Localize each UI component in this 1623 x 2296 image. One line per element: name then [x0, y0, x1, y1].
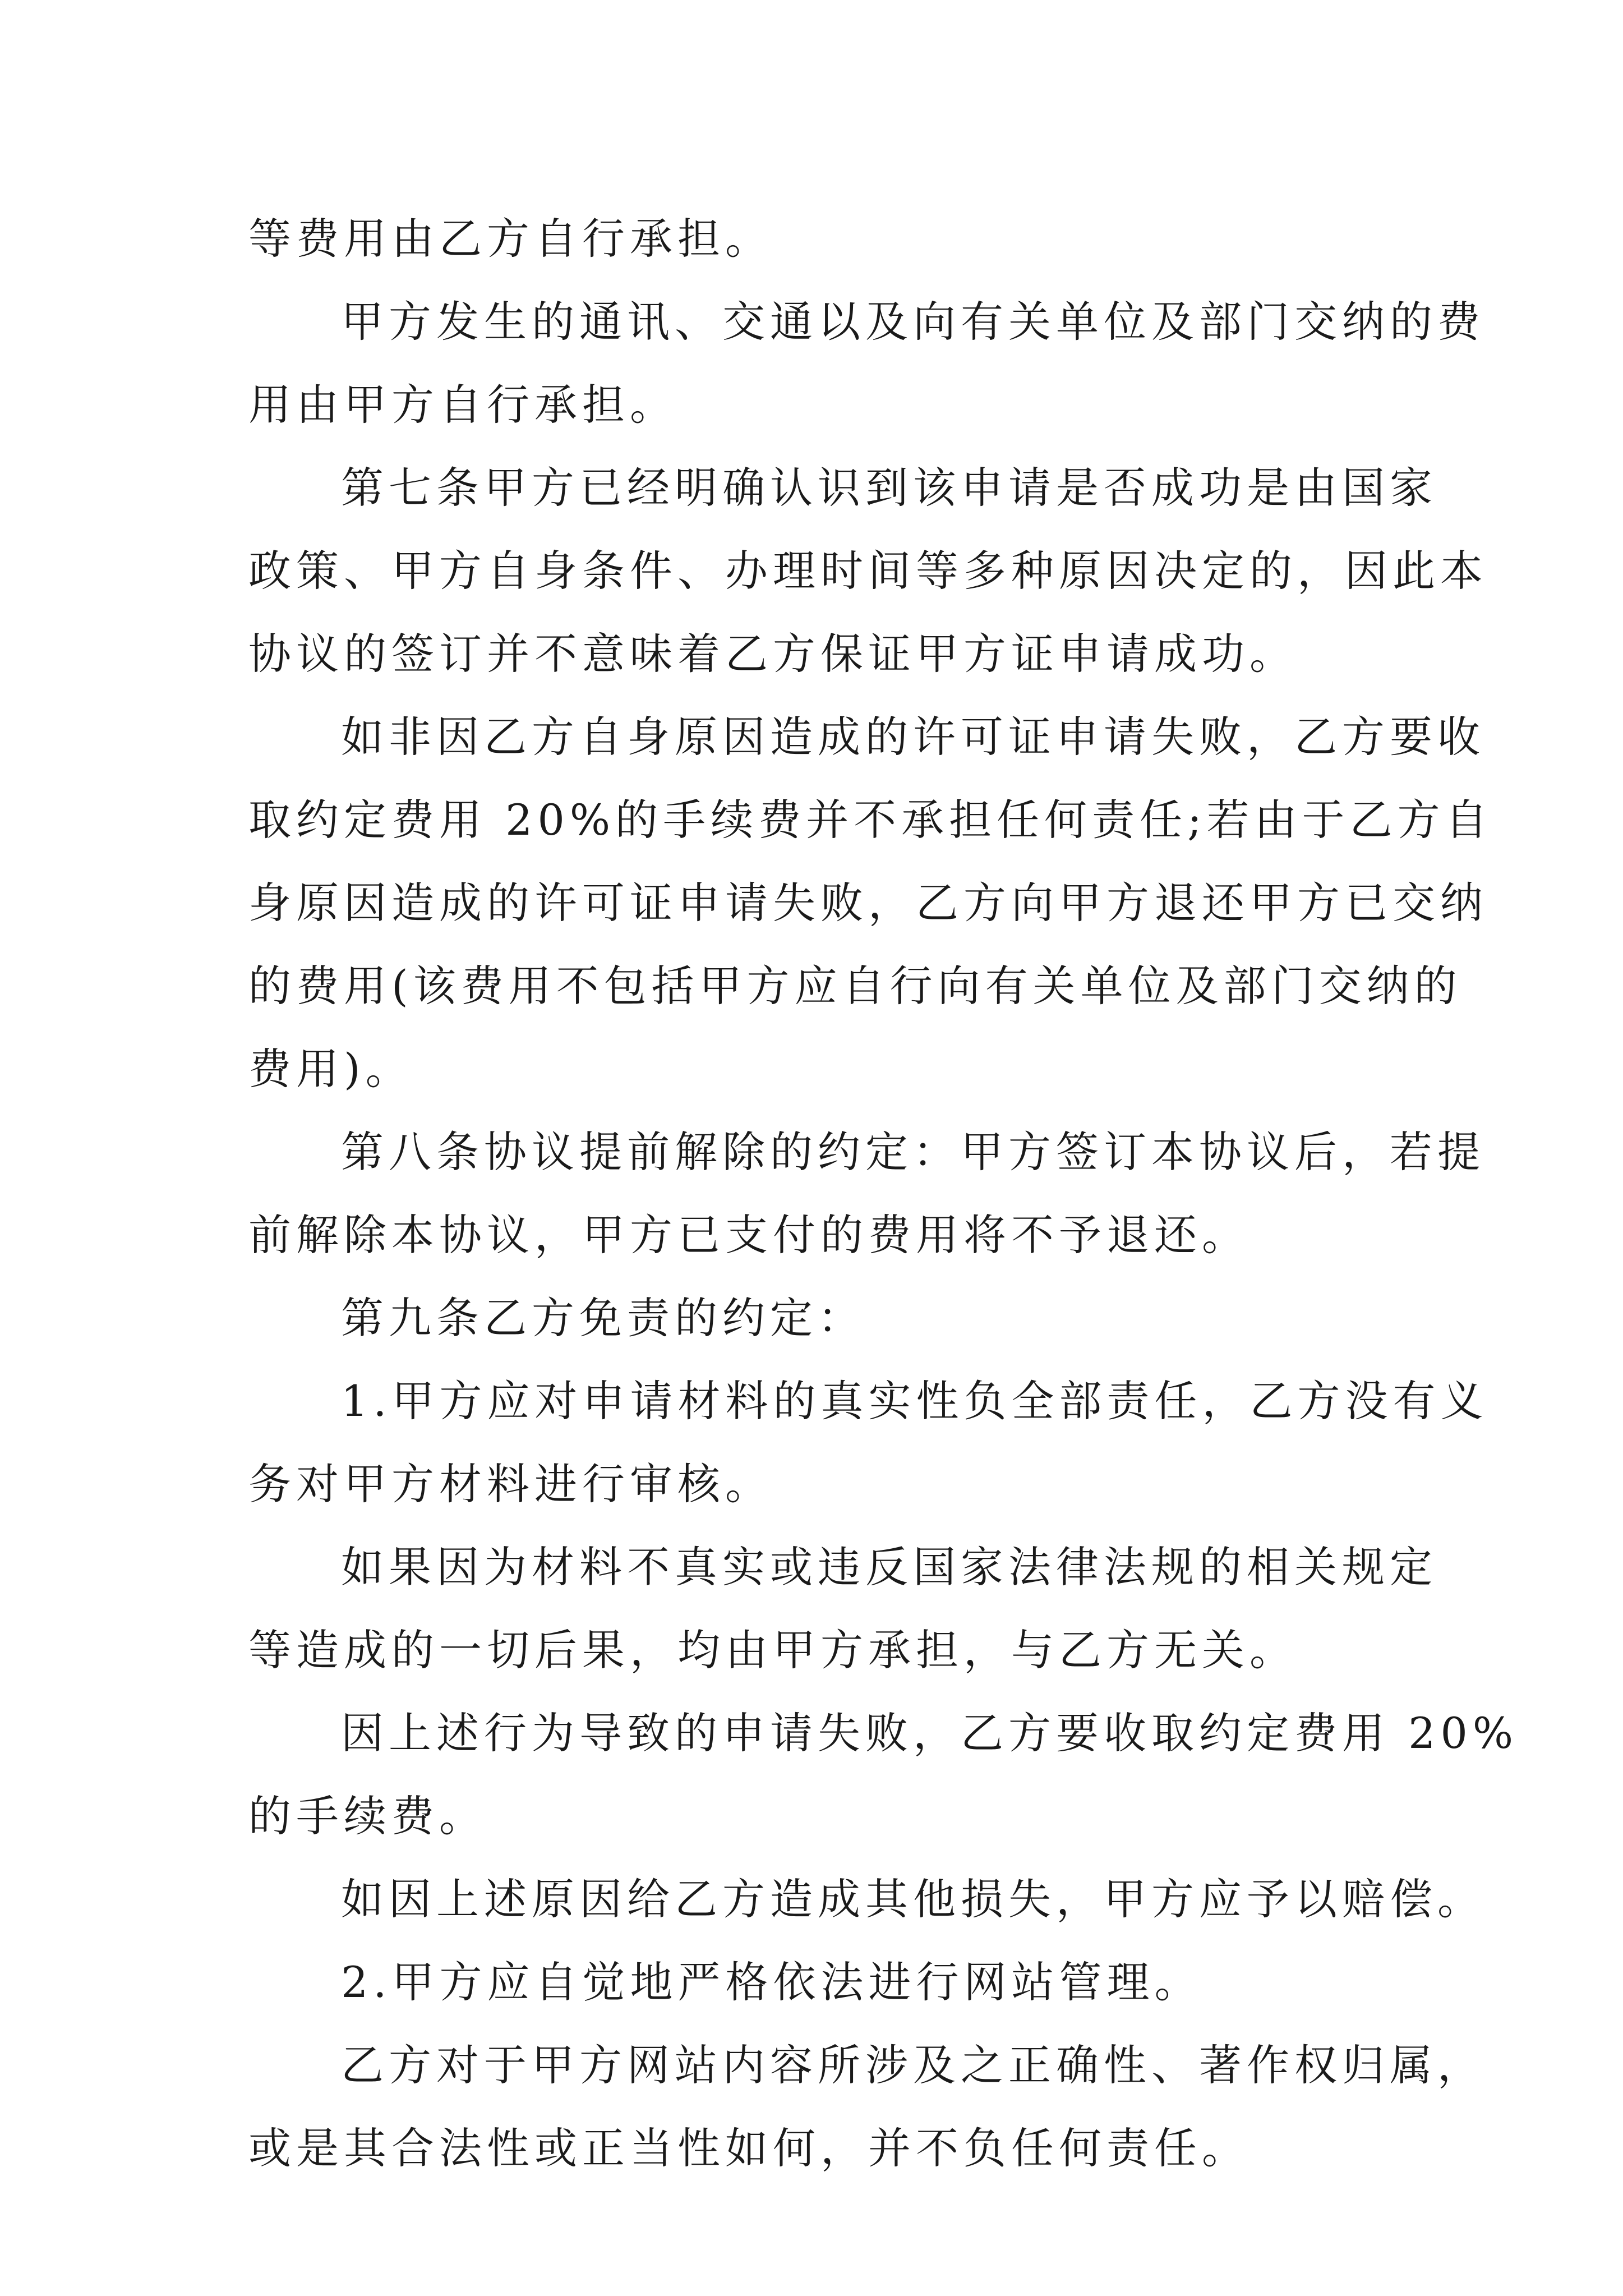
text-line-20: 的手续费。: [248, 1791, 487, 1841]
text-line-23: 乙方对于甲方网站内容所涉及之正确性、著作权归属，: [341, 2040, 1485, 2090]
text-line-18: 等造成的一切后果，均由甲方承担，与乙方无关。: [248, 1625, 1297, 1675]
text-line-17: 如果因为材料不真实或违反国家法律法规的相关规定: [341, 1542, 1437, 1592]
text-line-6: 协议的签订并不意味着乙方保证甲方证申请成功。: [248, 629, 1297, 679]
text-line-15: 1.甲方应对申请材料的真实性负全部责任，乙方没有义: [341, 1376, 1488, 1426]
text-line-4: 第七条甲方已经明确认识到该申请是否成功是由国家: [341, 463, 1437, 513]
text-line-14: 第九条乙方免责的约定：: [341, 1293, 865, 1343]
text-line-13: 前解除本协议，甲方已支付的费用将不予退还。: [248, 1210, 1249, 1260]
text-line-24: 或是其合法性或正当性如何，并不负任何责任。: [248, 2123, 1249, 2173]
text-line-2: 甲方发生的通讯、交通以及向有关单位及部门交纳的费: [341, 297, 1485, 347]
text-line-8: 取约定费用 20%的手续费并不承担任何责任;若由于乙方自: [248, 795, 1493, 845]
text-line-21: 如因上述原因给乙方造成其他损失，甲方应予以赔偿。: [341, 1874, 1485, 1924]
text-line-5: 政策、甲方自身条件、办理时间等多种原因决定的，因此本: [248, 546, 1488, 596]
text-line-3: 用由甲方自行承担。: [248, 380, 677, 430]
text-line-7: 如非因乙方自身原因造成的许可证申请失败，乙方要收: [341, 712, 1485, 762]
text-line-9: 身原因造成的许可证申请失败，乙方向甲方退还甲方已交纳: [248, 878, 1488, 928]
text-line-16: 务对甲方材料进行审核。: [248, 1459, 773, 1509]
text-line-19: 因上述行为导致的申请失败，乙方要收取约定费用 20%: [341, 1708, 1519, 1758]
text-line-1: 等费用由乙方自行承担。: [248, 214, 773, 264]
text-line-12: 第八条协议提前解除的约定：甲方签订本协议后，若提: [341, 1127, 1485, 1177]
text-line-11: 费用)。: [248, 1044, 413, 1094]
text-line-22: 2.甲方应自觉地严格依法进行网站管理。: [341, 1957, 1202, 2007]
text-line-10: 的费用(该费用不包括甲方应自行向有关单位及部门交纳的: [248, 961, 1462, 1011]
document-body: [248, 197, 1519, 2190]
